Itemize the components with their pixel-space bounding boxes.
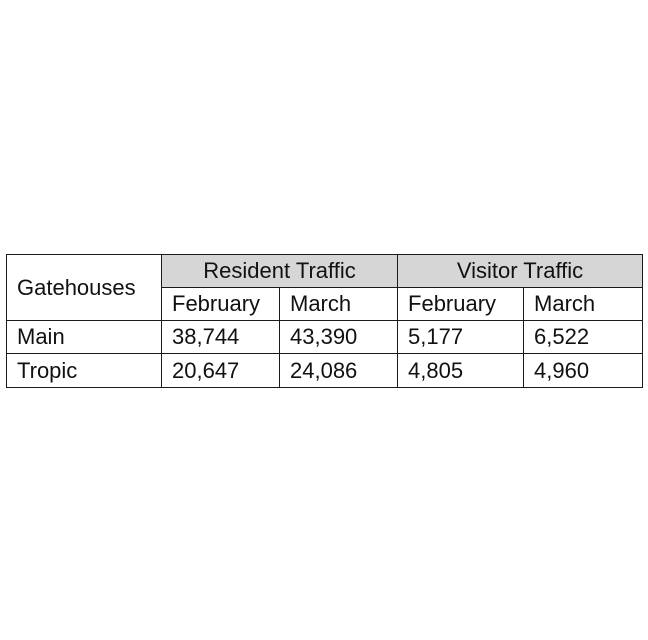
resident-february-header: February xyxy=(162,288,280,321)
traffic-table-container xyxy=(6,254,642,387)
table-cell: 4,960 xyxy=(524,354,643,388)
row-label-tropic: Tropic xyxy=(7,354,162,388)
gatehouses-header: Gatehouses xyxy=(7,255,162,321)
table-cell: 6,522 xyxy=(524,321,643,354)
table-cell: 24,086 xyxy=(280,354,398,388)
resident-march-header: March xyxy=(280,288,398,321)
table-cell: 4,805 xyxy=(398,354,524,388)
table-row xyxy=(7,354,643,388)
visitor-february-header: February xyxy=(398,288,524,321)
table-cell: 43,390 xyxy=(280,321,398,354)
visitor-traffic-header: Visitor Traffic xyxy=(398,255,643,288)
table-header-row xyxy=(7,255,643,288)
table-cell: 5,177 xyxy=(398,321,524,354)
table-cell: 20,647 xyxy=(162,354,280,388)
visitor-march-header: March xyxy=(524,288,643,321)
table-row xyxy=(7,321,643,354)
gatehouse-traffic-table xyxy=(6,254,643,388)
resident-traffic-header: Resident Traffic xyxy=(162,255,398,288)
row-label-main: Main xyxy=(7,321,162,354)
table-cell: 38,744 xyxy=(162,321,280,354)
